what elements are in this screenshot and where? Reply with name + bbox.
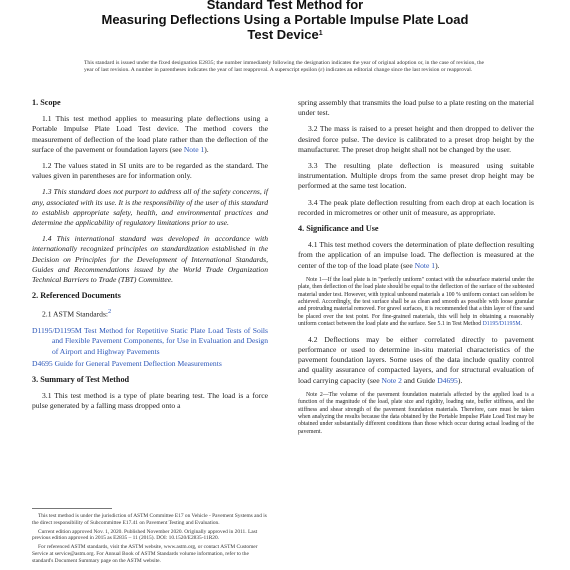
note-1: Note 1—If the load plate is in "perfectly uniform" contact with the subsurface material under the plate, then deflection of the load plate should be equal to the deflection of the surface of the subtested material under test. However, with typical unbound materials a 100 % uniform contact can seldom be achieved. Accordingly, the test surface shall be as clean and smooth as possible with loose granular and protruding material removed. For gravel surfaces, it is recommended that a thin layer of fine sand be placed over the test point. For fine-grained materials, this will help in obtaining a reasonably uniform contact between the load plate and the surface. See 5.1 in Test Method D1195/D1195M. xyxy=(298,276,534,328)
right-column xyxy=(298,98,534,442)
footnote-1: This test method is under the jurisdiction of ASTM Committee E17 on Vehicle - Pavement Systems and is the direct responsibility of Subcommittee E17.41 on Pavement Testing and Evaluation. xyxy=(32,513,267,526)
note-2: Note 2—The volume of the pavement foundation materials affected by the applied load is a function of the magnitude of the load, plate size and rigidity, loading rate, buffer stiffness, and the stiffness and shear strength of the pavement foundation materials. Therefore, care must be taken when analyzing the results because the data obtained by the Portable Impulse Plate Load Test may be obtained under substantially different conditions than those which occur during actual loading of the pavement. xyxy=(298,391,534,435)
designation-preamble: This standard is issued under the fixed designation E2835; the number immediately following the designation indicates the year of original adoption or, in the case of revision, the year of last revision. A number in parentheses indicates the year of last reapproval. A superscript epsilon (ε) indicates an editorial change since the last revision or reapproval. xyxy=(84,60,484,73)
title-line-1: Standard Test Method for xyxy=(206,0,364,12)
document-title xyxy=(0,0,570,42)
reference-link-d1195[interactable]: D1195/D1195M xyxy=(482,321,521,328)
footnote-1-edition: Current edition approved Nov. 1, 2020. Published November 2020. Originally approved in 2011. Last previous edition approved in 2015 as E2835 – 11 (2015). DOI: 10.1520/E2835-11R20. xyxy=(32,528,258,542)
paragraph-3-3: 3.3 The resulting plate deflection is measured using suitable instrumentation. Multiple drops from the same preset drop height may be performed at the same test location. xyxy=(298,161,534,191)
reference-link-d4695[interactable]: D4695 xyxy=(32,358,53,368)
section-heading-significance: 4. Significance and Use xyxy=(298,224,379,234)
note-1-link[interactable]: Note 1 xyxy=(414,260,436,270)
footnotes xyxy=(32,508,268,567)
section-heading-summary: 3. Summary of Test Method xyxy=(32,375,130,384)
footnote-2: For referenced ASTM standards, visit the ASTM website, www.astm.org, or contact ASTM Customer Service at service@astm.org. For Annual Book of ASTM Standards volume information, refer to the standard's Document Summary page on the ASTM website. xyxy=(32,544,258,564)
paragraph-3-1: 3.1 This test method is a type of plate bearing test. The load is a force pulse generated by a falling mass dropped onto a xyxy=(32,391,268,411)
reference-link-d1195[interactable]: D1195/D1195M xyxy=(32,326,82,336)
title-line-3: Test Device$^1$ xyxy=(247,27,323,42)
paragraph-1-4: 1.4 This international standard was developed in accordance with internationally recognized principles on standardization established in the Decision on Principles for the Development of International Standards, Guides and Recommendations issued by the World Trade Organization Technical Barriers to Trade (TBT) Committee. xyxy=(32,234,268,285)
left-column xyxy=(32,98,268,418)
reference-item-d1195: D1195/D1195M Test Method for Repetitive Static Plate Load Tests of Soils and Flexible Pavement Components, for Use in Evaluation and Design of Airport and Highway Pavements xyxy=(32,326,268,356)
reference-item-d4695: D4695 Guide for General Pavement Deflection Measurements xyxy=(32,358,222,368)
paragraph-1-2: 1.2 The values stated in SI units are to be regarded as the standard. The values given in parentheses are for information only. xyxy=(32,161,268,181)
paragraph-4-2: 4.2 Deflections may be either correlated directly to pavement performance or used to determine in-situ material characteristics of the pavement foundation layers. Some uses of the data include quality control and quality assurance of compacted layers, and for structural evaluation of load carrying capacity (see Note 2 and Guide D4695). xyxy=(298,334,534,385)
paragraph-3-2: 3.2 The mass is raised to a preset height and then dropped to deliver the desired force pulse. The device is calibrated to a preset drop height by the manufacturer. The preset drop height shall not be changed by the user. xyxy=(298,124,534,154)
paragraph-4-1: 4.1 This test method covers the determination of plate deflection resulting from the application of an impulse load. The deflection is measured at the center of the top of the load plate (see Note 1). xyxy=(298,240,534,270)
paragraph-3-1-continued: spring assembly that transmits the load pulse to a plate resting on the material under test. xyxy=(298,98,534,118)
title-line-2: Measuring Deflections Using a Portable Impulse Plate Load xyxy=(101,12,469,27)
note-1-link[interactable]: Note 1 xyxy=(183,144,205,154)
paragraph-1-1: 1.1 This test method applies to measuring plate deflections using a Portable Impulse Plate Load Test device. The method covers the measurement of deflection of the load plate rather than the deflection of the surface of the pavement or foundation layers (see Note 1). xyxy=(32,114,268,154)
paragraph-2-1: 2.1 ASTM Standards:$^2$ xyxy=(42,308,112,319)
section-heading-scope: 1. Scope xyxy=(32,98,61,107)
paragraph-3-4: 3.4 The peak plate deflection resulting from each drop at each location is recorded in micrometres or other unit of measure, as appropriate. xyxy=(298,197,534,217)
paragraph-1-3: 1.3 This standard does not purport to address all of the safety concerns, if any, associated with its use. It is the responsibility of the user of this standard to establish appropriate safety, health, and environmental practices and determine the applicability of regulatory limitations prior to use. xyxy=(32,187,268,228)
footnote-divider xyxy=(32,508,112,509)
reference-link-d4695[interactable]: D4695 xyxy=(437,375,458,385)
section-heading-referenced-documents: 2. Referenced Documents xyxy=(32,291,121,301)
note-2-link[interactable]: Note 2 xyxy=(381,375,402,385)
